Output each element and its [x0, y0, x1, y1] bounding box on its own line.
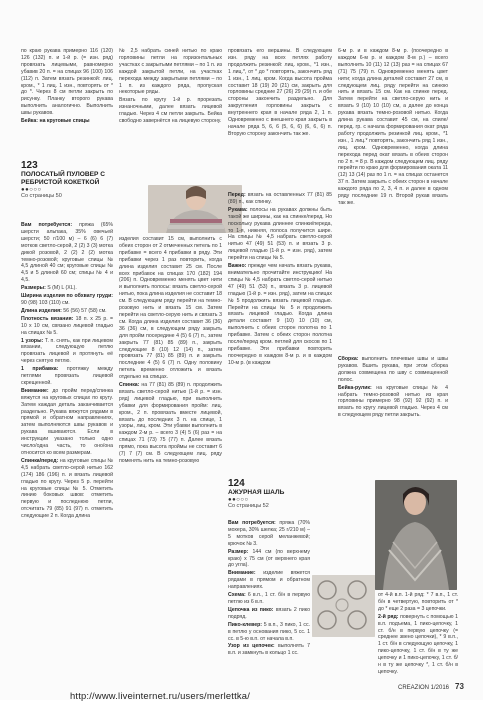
paragraph: Спинка: на 77 (81) 85 (89) п. продолжить вязать светло-серой нитью (1-й р. = изн. ряд) лицевой гладью, при выполнить убавки для формирования пройм: лиц. кром., 2 п. провязать вместе лицевой, вязать до последних 3 п. на спице, 1 узоры, лиц. кром. Эти убавки выполнить в каждом 2-м р. – всего 3 (4) 5 (6) раз = на спицах 71 (73) 75 (77) п. Далее вязать прямо, пока высота проймы не составит 6 (7) 7 (7) см. В следующем лиц. ряду поменять нить на темно-розовую: [119, 382, 222, 464]
col4-bottom-text: [378, 592, 458, 680]
page-number: 73: [455, 682, 464, 691]
shawl-photo: [375, 480, 457, 590]
paragraph: Пико-клевер: 5 в.п., 3 пико, 1 сс. в петлю у основания пико, 5 сс. 1 сс. в 5-ю в.п. от начала в.п.: [228, 621, 310, 642]
paragraph: Важно: прежде чем начать вязать рукава, внимательно прочитайте инструкцию! На спицы № 4,5 набрать светло-серой нитью 47 (49) 51 (53) п., вязать 3 р. лицевой гладью (1-й р. = изн. ряд), затем на спицах № 5 продолжить вязать лицевой гладью. Перейти на спицы № 5 и продолжить вязать лицевой гладью. Когда длина детали составит 9 (10) 10 (10) см, выполнить с обеих сторон полотна по 1 прибавке. Затем с обеих сторон полотна после/перед кром. петлей для скосов по 1 прибавке. Эти прибавки повторить поочередно в каждом 8-м р. и в каждом 10-м р. (в каждом: [228, 263, 332, 366]
paragraph: Бейка-рулик: на круговые спицы № 4 набрать темно-розовой нитью из края горловины примерно 98 (92) 92 (92) п. и вязать по кругу лицевой гладью. Через 4 см в следующем ряду петли закрыть.: [338, 384, 448, 419]
paragraph: Плотность вязания: 18 п. x 25 р. = 10 x 10 см, связано лицевой гладью на спицах № 5.: [21, 315, 113, 336]
source-page: Со страницы 52: [228, 503, 269, 509]
paragraph: Рукава: полосы на рукавах должны быть такой же ширины, как на спинке/перед. Но поскольку рукава длиннее спинки/переда, то 1-я, нижняя, полоса получится шире. На спицы № 4,5 набрать светло-серой нитью 47 (49) 51 (53) п. и вязать 3 р. лицевой гладью (1-й р. = изн. ряд), затем перейти на спицы № 5.: [228, 206, 332, 262]
section-124-header: [228, 478, 328, 509]
difficulty-rating: ●●○○○: [228, 497, 249, 503]
col4-main-text: [338, 356, 448, 474]
paragraph: Внимание: изделие вяжется рядами в прямом и обратном направлениях.: [228, 570, 310, 591]
section-title: АЖУРНАЯ ШАЛЬ: [228, 489, 285, 496]
col3-top-text: [228, 48, 332, 188]
col3-main-text: [228, 192, 332, 454]
source-page: Со страницы 50: [21, 193, 62, 199]
paragraph: Цепочка из пико: вязать 2 пико подряд.: [228, 606, 310, 620]
section-124-text: [228, 520, 310, 678]
col1-top-text: [21, 48, 113, 156]
paragraph: Размер: 144 см (по верхнему краю) x 75 см (от верхнего края до угла).: [228, 548, 310, 569]
url-text: http://www.liveinternet.ru/users/merlettka/: [70, 690, 251, 701]
col2-top-text: [119, 48, 222, 166]
difficulty-rating: ●●○○○: [21, 187, 42, 193]
paragraph: Сборка: выполнить плечевые швы и швы рукавов. Вшить рукава, при этом сборка должна совмещена по шву с совмещенной полос.: [338, 356, 448, 383]
paragraph: Спинка/перед: на круговые спицы № 4,5 набрать светло-серой нитью 162 (174) 186 (196) п. и вязать лицевой гладью по кругу. Через 5 р. перейти на круговые спицы № 5. Отметить линию боковых швов: отметить первую и последнюю петли, отсчитать 79 (85) 91 (97) п. отметить следующие 2 п. Когда длина: [21, 457, 113, 520]
paragraph: Узор из цепочек: выполнять 7 в.п. и замкнуть в кольцо 1 сс.: [228, 643, 310, 657]
paragraph: Вам потребуется: пряжа (70% мохера, 30% шелка; 25 г/210 м) – 5 мотков серой меланжевой; крючок № 3.: [228, 520, 310, 547]
col1-main-text: [21, 222, 113, 677]
paragraph: № 2,5 набрать синей нитью по краю горловины петли на горизонтальных участках с закрытыми петлями – по 1 п. из каждой закрытой петли, на участках перехода между закрытыми петлями – по 1 п. из каждого ряда, пропуская некоторые ряды.: [119, 48, 222, 96]
paragraph: 2-й ряд: повернуть с помощью 1 в.п. подъема, 1 пико-цепочку, 1 ст. б/н в первую цепочку (= среднее звено цепочки), * 9 в.п., 1 ст. б/н в следующую цепочку, 1 пико-цепочку, 1 ст. б/н в ту же цепочку и 1 пико-цепочку, 1 ст. б/н в ту же цепочку *, 1 ст. б/н в цепочку.: [378, 613, 458, 675]
section-title: ПОЛОСАТЫЙ ПУЛОВЕР С РЕБРИСТОЙ КОКЕТКОЙ: [21, 171, 106, 186]
paragraph: Схема: 6 в.п., 1 ст. б/н в первую петлю из 6 в.п.: [228, 592, 310, 605]
paragraph: Вам потребуется: пряжа (65% шерсти альпака, 35% овечьей шерсти; 50 г/100 м) – 6 (6) 6 (7) мотков светло-серой, 2 (2) 3 (3) мотка дикой розовой, 2 (2) 2 (2) мотка темно-розовой; круговые спицы № 4,5 длиной 40 см; круговые спицы № 4,5 и 5 длиной 60 см; спицы № 4 и 4,5.: [21, 222, 113, 284]
paragraph: Бейка: на круговые спицы: [21, 118, 90, 125]
lace-swatch-photo: [312, 575, 375, 637]
paragraph: провязать его вершины. В следующем изн. ряду на всех петлях работу продолжить резинкой: лиц. кром., *1 изн., 1 лиц.*, от * до * повторять, закончить ряд 1 изн., 1 лиц. кром. Когда высота пройма составит 18 (19) 20 (21) см, закрыть для горловины средние 27 (26) 29 (29) п. и обе стороны закончить раздельно. Для закругления горловины закрыть с внутреннего края в начале ряда 2, 1 п. Одновременно с внешнего края закрыть в начале ряда 5, 6, 6 (5, 6, 6) (6, 6, 6) п. Вторую сторону закончить так же.: [228, 48, 332, 137]
section-123-header: [21, 160, 141, 199]
paragraph: 6-м р. и в каждом 8-м р. (поочередно в каждом 6-м р. и каждом 8-м р.) – всего выполнить 10 (11) 12 (13) раз = на спицах 67 (71) 75 (79) п. Одновременно менять цвет нити; когда длина деталей составит 27 см, в следующем лиц. ряду перейти на синюю нить и вязать 15 см. Как на спинке перед. Затем перейти на светло-серую нить и вязать 9 (10) 10 (10) см, а далее до конца рукава вязать темно-розовой нитью. Когда длина рукава составит 45 см, на спиле/перед. гр. с начала формирования окат ряда работу продолжить резинкой лиц. кром., *1 изн., 1 лиц.* повторять, закончить ряд 1 изн., лиц. кром. Одновременно, когда длина перехода перед окат вязать в обеих сторон по 2 п. = 8 р. В каждом следующем лиц. ряду перейти по краю для формирования оката 11 (12) 13 (14) раз по 1 п. = на спицах останется 37 п. Затем закрыть с обеих сторон в начале каждого ряда по 2, 3, 4 п. и далее в одном ряду последние 19 п. Второй рукав вязать так же.: [338, 48, 448, 206]
paragraph: 1 узоры: Т. п. снять, как при лицевом вязании, следующую петлю провязать лицевой и протянуть её через снятую петлю.: [21, 337, 113, 365]
paragraph: по краю рукава примерно 116 (120) 126 (132) п. и 1-й р. (= изн. ряд) провязать лицевыми, равномерно убавив 20 п. = на спицах 96 (100) 106 (112) п. Затем вязать резинкой: лиц. кром., * 1 лиц. 1 изн., повторять от * до *. Через 8 см петли закрыть по рисунку. Планку второго рукава выполнить аналогично. Выполнить швы рукавов.: [21, 48, 113, 117]
paragraph: изделия составит 15 см, выполнить с обеих сторон от 2 отмеченных петель по 1 прибавке = всего 4 прибавки в ряду. Эти прибавки через 1 раз повторить, когда длина изделия составит 25 см. После всех прибавок на спицах 170 (182) 194 (206) п. Одновременно менять цвет нити и выполнить полосы: вязать светло-серой нитью, пока длина изделия не составит 18 см. В следующем ряду перейти на темно-розовую нить и вязать 15 см. Затем перейти на светло-серую нить и связать 3 см. Когда длина изделия составит 36 (36) 36 (36) см, в следующем ряду закрыть для пройм посередине 4 (5) 6 (7) п., затем закрыть 77 (81) 85 (89) п., закрыть следующие 8 (10) 12 (14) п., затем провязать 77 (81) 85 (89) п. и закрыть последние 4 (5) 6 (7) п. Одну половину петель временно отложить и вязать отдельно на спицах.: [119, 236, 222, 381]
paragraph: 1 прибавка: протяжку между петлями провязать лицевой скрещенной.: [21, 366, 113, 386]
paragraph: Внимание: до пройм перед/спинка вяжутся на круговых спицах по кругу. Затем каждая деталь заканчивается раздельно. Рукава вяжутся рядами в прямой и обратном направлениях, затем выполняются швы рукавов и рукава вшиваются. Если в инструкции указано только одно число/одна часть, то оно/она относится ко всем размерам.: [21, 387, 113, 456]
paragraph: Перед: вязать на оставленных 77 (81) 85 (89) п., как спинку.: [228, 192, 332, 205]
col4-top-text: [338, 48, 448, 353]
paragraph: от 4-й в.п. 1-й ряд: * 7 в.п., 1 ст. б/н в четвертую, повторить от * до * еще 2 раза = 3 цепочки.: [378, 592, 458, 612]
section-number: 124: [228, 478, 245, 489]
source-url-watermark: [70, 690, 483, 701]
section-number: 123: [21, 160, 38, 171]
paragraph: Размеры: S (M) L (XL).: [21, 285, 77, 292]
paragraph: Вязать по кругу 1-й р. прорезать изнаночными, далее вязать лицевой гладью. Через 4 см петли закрыть. Бейка свободно завернётся на лицевую сторону.: [119, 97, 222, 125]
paragraph: Ширина изделия по обхвату груди: 90 (98) 103 (110) см.: [21, 293, 113, 306]
magazine-name: CREAZION 1/2016: [398, 685, 450, 691]
col2-main-text: [119, 236, 222, 677]
paragraph: Длина изделия: 56 (56) 57 (58) см.: [21, 307, 107, 314]
